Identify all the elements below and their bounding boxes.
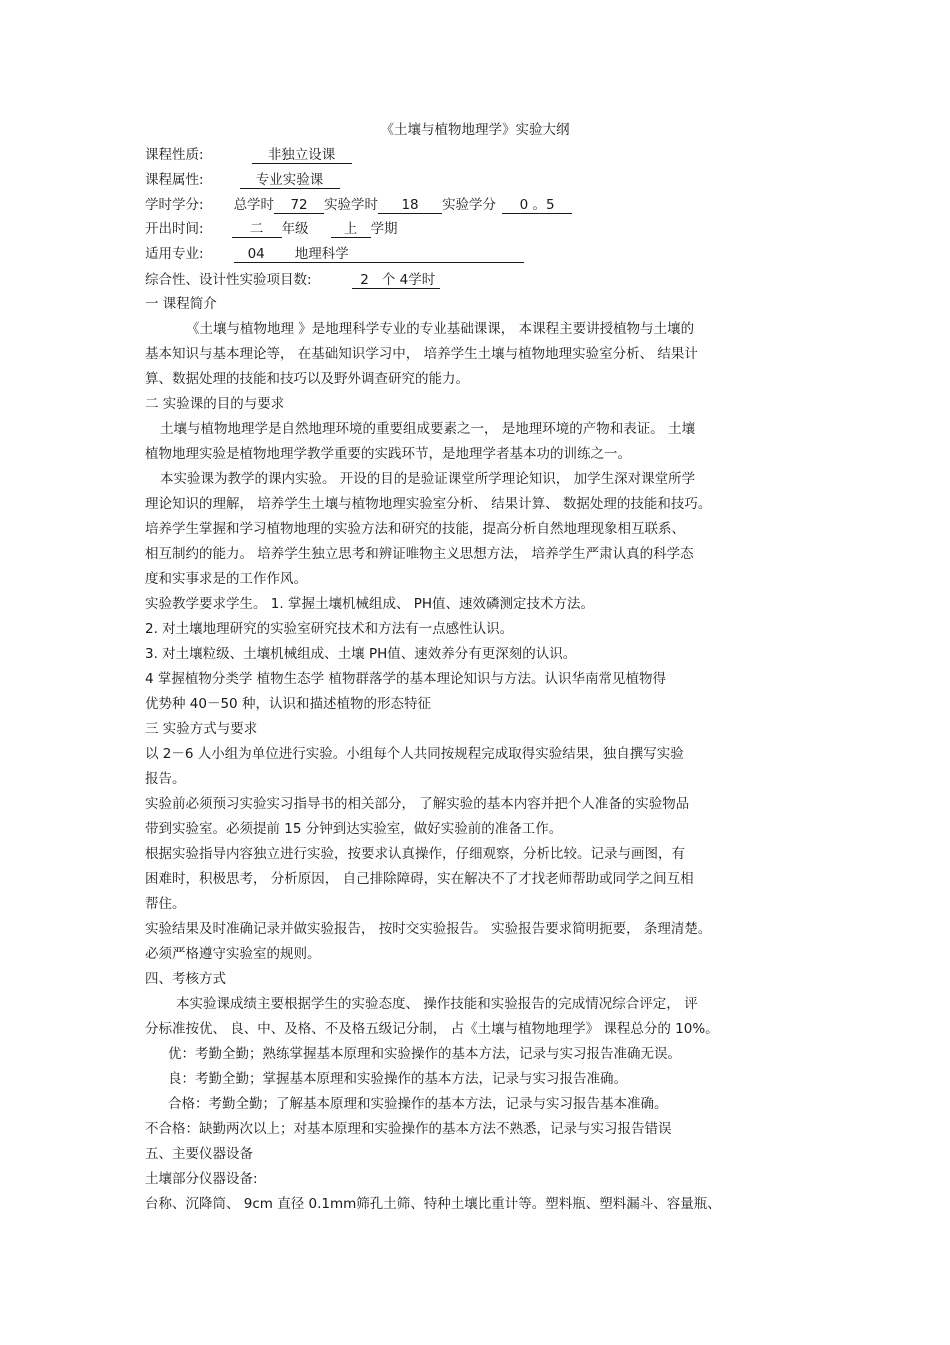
paragraph-line: 2. 对土壤地理研究的实验室研究技术和方法有一点感性认识。 [145, 621, 514, 637]
experiment-hours-value: 18 [378, 197, 442, 214]
offering-time-label: 开出时间: [145, 221, 204, 237]
paragraph-line: 理论知识的理解， 培养学生土壤与植物地理实验室分析、 结果计算、 数据处理的技能和技巧。 [145, 496, 712, 512]
paragraph-line: 土壤与植物地理学是自然地理环境的重要组成要素之一， 是地理环境的产物和表证。 土壤 [160, 421, 696, 437]
paragraph-line: 必须严格遵守实验室的规则。 [145, 946, 321, 962]
paragraph-line: 本实验课成绩主要根据学生的实验态度、 操作技能和实验报告的完成情况综合评定， 评 [176, 996, 698, 1012]
paragraph-line: 以 2－6 人小组为单位进行实验。小组每个人共同按规程完成取得实验结果，独自撰写实验 [145, 746, 684, 762]
paragraph-line: 台称、沉降筒、 9cm 直径 0.1mm筛孔土筛、特种土壤比重计等。塑料瓶、塑料漏斗、容量瓶、 [145, 1196, 721, 1212]
paragraph-line: 帮住。 [145, 896, 186, 912]
projects-count: 2 [352, 272, 378, 289]
major-value [234, 246, 524, 263]
major-code: 04 [247, 246, 265, 262]
experiment-hours-label: 实验学时 [324, 197, 379, 213]
grade-criteria-fail: 不合格：缺勤两次以上；对基本原理和实验操作的基本方法不熟悉，记录与实习报告错误 [145, 1121, 672, 1137]
paragraph-line: 报告。 [145, 771, 186, 787]
projects-label: 综合性、设计性实验项目数: [145, 272, 312, 288]
paragraph-line: 分标准按优、 良、中、及格、不及格五级记分制， 占《土壤与植物地理学》 课程总分的 10%。 [145, 1021, 719, 1037]
paragraph-line: 植物地理实验是植物地理学教学重要的实践环节，是地理学者基本功的训练之一。 [145, 446, 631, 462]
paragraph-line: 本实验课为教学的课内实验。 开设的目的是验证课堂所学理论知识， 加学生深对课堂所学 [160, 471, 696, 487]
paragraph-line: 优势种 40－50 种，认识和描述植物的形态特征 [145, 696, 431, 712]
grade-criteria-excellent: 优：考勤全勤；熟练掌握基本原理和实验操作的基本方法，记录与实习报告准确无误。 [168, 1046, 681, 1062]
course-attribute-row [145, 171, 340, 189]
paragraph-line: 培养学生掌握和学习植物地理的实验方法和研究的技能，提高分析自然地理现象相互联系、 [145, 521, 685, 537]
paragraph-line: 3. 对土壤粒级、土壤机械组成、土壤 PH值、速效养分有更深刻的认识。 [145, 646, 577, 662]
major-name: 地理科学 [294, 246, 349, 262]
grade-label: 年级 [281, 221, 309, 237]
offering-time-row [145, 220, 398, 238]
section-heading: 一 课程简介 [145, 296, 217, 312]
section-heading: 五、主要仪器设备 [145, 1146, 253, 1162]
paragraph-line: 土壤部分仪器设备: [145, 1171, 258, 1187]
hours-credits-label: 学时学分: [145, 197, 204, 213]
term-label: 学期 [370, 221, 398, 237]
section-heading: 二 实验课的目的与要求 [145, 396, 285, 412]
major-label: 适用专业: [145, 246, 204, 262]
course-nature-row [145, 146, 352, 164]
grade-value: 二 [232, 221, 282, 238]
grade-criteria-pass: 合格：考勤全勤；了解基本原理和实验操作的基本方法，记录与实习报告基本准确。 [168, 1096, 668, 1112]
paragraph-line: 带到实验室。必须提前 15 分钟到达实验室，做好实验前的准备工作。 [145, 821, 563, 837]
paragraph-line: 算、数据处理的技能和技巧以及野外调查研究的能力。 [145, 371, 469, 387]
paragraph-line: 基本知识与基本理论等， 在基础知识学习中， 培养学生土壤与植物地理实验室分析、 结果计 [145, 346, 698, 362]
paragraph-line: 实验结果及时准确记录并做实验报告， 按时交实验报告。 实验报告要求简明扼要， 条理清楚。 [145, 921, 712, 937]
major-row [145, 245, 524, 263]
paragraph-line: 困难时，积极思考， 分析原因， 自己排除障碍，实在解决不了才找老师帮助或同学之间互相 [145, 871, 694, 887]
paragraph-line: 相互制约的能力。 培养学生独立思考和辨证唯物主义思想方法， 培养学生严肃认真的科学态 [145, 546, 694, 562]
total-hours-label: 总学时 [233, 197, 275, 213]
term-value: 上 [331, 221, 371, 238]
paragraph-line: 根据实验指导内容独立进行实验，按要求认真操作，仔细观察，分析比较。记录与画图，有 [145, 846, 685, 862]
course-nature-label: 课程性质: [145, 147, 204, 163]
paragraph-line: 实验前必须预习实验实习指导书的相关部分， 了解实验的基本内容并把个人准备的实验物品 [145, 796, 690, 812]
projects-row [145, 271, 440, 289]
paragraph-line: 《土壤与植物地理 》是地理科学专业的专业基础课课， 本课程主要讲授植物与土壤的 [186, 321, 695, 337]
experiment-credit-label: 实验学分 [442, 197, 497, 213]
grade-criteria-good: 良：考勤全勤；掌握基本原理和实验操作的基本方法，记录与实习报告准确。 [168, 1071, 627, 1087]
paragraph-line: 4 掌握植物分类学 植物生态学 植物群落学的基本理论知识与方法。认识华南常见植物得 [145, 671, 666, 687]
course-attribute-value: 专业实验课 [240, 172, 340, 189]
paragraph-line: 实验教学要求学生。 1. 掌握土壤机械组成、 PH值、速效磷测定技术方法。 [145, 596, 595, 612]
experiment-credit-value: 0 。5 [502, 197, 572, 214]
section-heading: 三 实验方式与要求 [145, 721, 258, 737]
document-title: 《土壤与植物地理学》实验大纲 [380, 122, 570, 138]
projects-unit: 个 4学时 [378, 272, 440, 289]
total-hours-value: 72 [274, 197, 324, 214]
hours-credits-row [145, 196, 572, 214]
section-heading: 四、考核方式 [145, 971, 226, 987]
course-nature-value: 非独立设课 [252, 147, 352, 164]
paragraph-line: 度和实事求是的工作作风。 [145, 571, 307, 587]
course-attribute-label: 课程属性: [145, 172, 204, 188]
